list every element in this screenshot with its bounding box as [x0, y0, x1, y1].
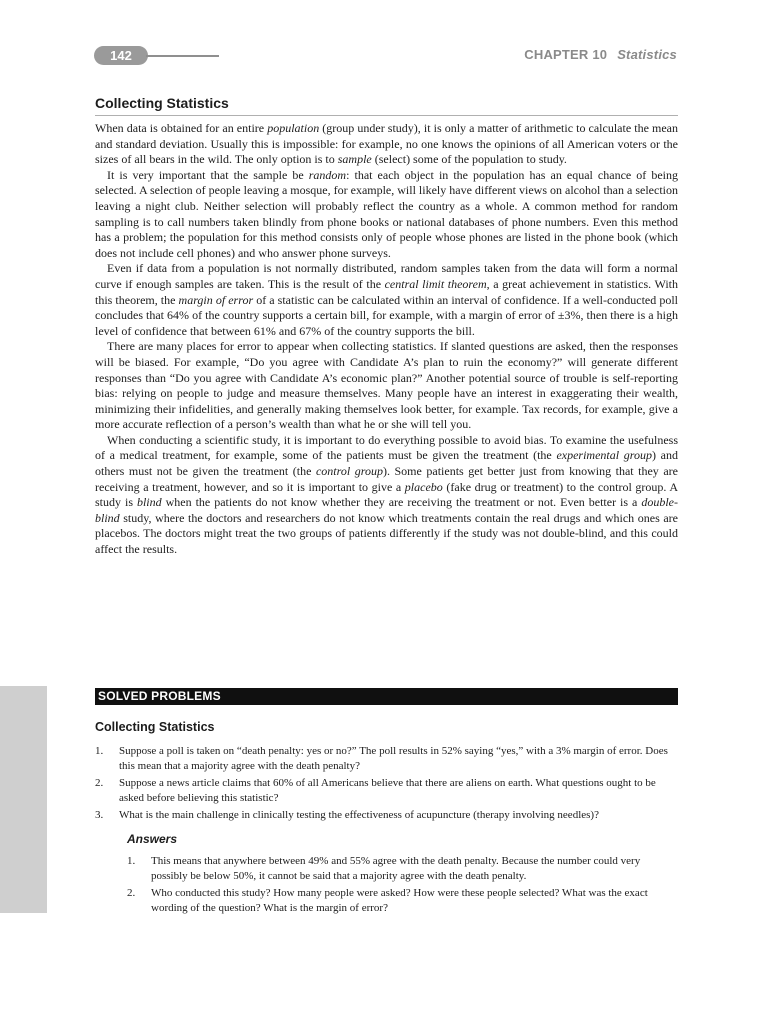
text-run: when the patients do not know whether they are receiving the treatment or not. Even better is a: [161, 495, 642, 510]
problems-subtitle: Collecting Statistics: [95, 720, 215, 734]
problem-item-text: What is the main challenge in clinically testing the effectiveness of acupuncture (therapy involving needles)?: [119, 809, 599, 821]
text-run: (fake drug or treatment) to the control group. A study is: [95, 479, 678, 510]
text-run: : that each object in the population has an equal chance of being selected. A selection of people leaving a mosque, for example, will likely have different views on alcohol than a selection leaving a night club. Neither selection will probably reflect the country as a whole. A common method for random sampling is to call numbers taken blindly from phone books or national databases of phone numbers. Even this method has a problem; the population for this method consists only of people whose phones are listed in the phone book (which does not include cell phones) and who answer phone surveys.: [95, 167, 678, 260]
answer-item: [127, 886, 678, 916]
problem-item-text: Suppose a news article claims that 60% of all Americans believe that there are aliens on earth. What questions ought to be asked before believing this statistic?: [119, 777, 656, 804]
problem-item-text: Suppose a poll is taken on “death penalty: yes or no?” The poll results in 52% saying “yes,” with a 3% margin of error. Does this mean that a majority agree with the death penalty?: [119, 745, 668, 772]
text-run: of a statistic can be calculated within an interval of confidence. If a well-conducted poll concludes that 64% of the country supports a certain bill, for example, with a margin of error of ±3%, then there is a high level of confidence that between 61% and 67% of the country supports the bill.: [95, 292, 678, 338]
emphasized-term: margin of error: [178, 292, 254, 307]
answer-item-number: 2.: [127, 887, 136, 899]
body-text: [95, 121, 678, 558]
problem-item: [95, 776, 678, 806]
answer-item-text: Who conducted this study? How many people were asked? How were these people selected? What was the exact wording of the question? What is the margin of error?: [151, 887, 648, 914]
chapter-label: CHAPTER 10: [524, 47, 608, 62]
emphasized-term: control group: [315, 464, 383, 479]
text-run: (group under study), it is only a matter of arithmetic to calculate the mean and standard deviation. Usually this is impossible: for example, no one knows the opinions of all American voters or the sizes of all bears in the wild. The only option is to: [95, 121, 678, 167]
text-run: (select) some of the population to study.: [371, 152, 567, 167]
answer-item: [127, 854, 678, 884]
chapter-title: Statistics: [617, 47, 677, 62]
emphasized-term: central limit theorem: [384, 276, 487, 291]
section-divider: [95, 115, 678, 116]
text-run: study, where the doctors and researchers do not know which treatments contain the real drugs and which ones are placebos. The doctors might treat the two groups of patients differently if the study was not double-blind, and this could affect the results.: [95, 510, 678, 557]
emphasized-term: blind: [136, 495, 162, 510]
text-run: ) and others must not be given the treatment (the: [95, 448, 679, 479]
answer-item-text: This means that anywhere between 49% and 55% agree with the death penalty. Because the number could very possibly be below 50%, it cannot be said that a majority agree with the death penalty.: [151, 855, 641, 882]
problem-item-number: 1.: [95, 745, 104, 757]
emphasized-term: experimental group: [556, 448, 652, 463]
problem-item: [95, 808, 678, 823]
problem-item-number: 3.: [95, 809, 104, 821]
emphasized-term: placebo: [404, 479, 443, 494]
emphasized-term: random: [308, 167, 347, 182]
header-rule: [146, 55, 219, 57]
answers-title: Answers: [127, 832, 178, 846]
body-paragraph: [95, 121, 678, 168]
answer-item-number: 1.: [127, 855, 136, 867]
page-number-badge: 142: [94, 46, 148, 65]
text-run: ). Some patients get better just from knowing that they are receiving a treatment, however, and so it is important to give a: [95, 464, 678, 494]
solved-problems-banner: SOLVED PROBLEMS: [95, 688, 678, 705]
text-run: When conducting a scientific study, it is important to do everything possible to avoid bias. To examine the usefulness of a medical treatment, for example, some of the patients must be given the treatment (the: [95, 432, 678, 463]
body-paragraph: [95, 339, 678, 433]
text-run: When data is obtained for an entire: [95, 121, 268, 135]
section-title: Collecting Statistics: [95, 95, 229, 111]
text-run: , a great achievement in statistics. With this theorem, the: [95, 276, 678, 307]
problem-item: [95, 744, 678, 774]
answer-list: [127, 854, 678, 918]
problem-list: [95, 744, 678, 825]
body-paragraph: [95, 261, 678, 339]
chapter-heading: [524, 47, 677, 62]
emphasized-term: sample: [337, 152, 372, 167]
text-run: There are many places for error to appear when collecting statistics. If slanted questions are asked, then the responses will be biased. For example, “Do you agree with Candidate A’s plan to ruin the economy?” will generate different responses than “Do you agree with Candidate A’s economic plan?” Another potential source of trouble is self-reporting bias: relying on people to judge and measure themselves. Many people have an interest in exaggerating their wealth, minimizing their infidelities, and generally making themselves look better, for example. Tax records, for example, give a more accurate reflection of a person’s wealth than what he or she will tell you.: [95, 339, 678, 432]
emphasized-term: population: [267, 121, 320, 135]
problem-item-number: 2.: [95, 777, 104, 789]
side-margin-bar: [0, 686, 47, 913]
text-run: Even if data from a population is not normally distributed, random samples taken from the data will form a normal curve if enough samples are taken. This is the result of the: [95, 261, 678, 291]
body-paragraph: [95, 433, 678, 558]
body-paragraph: [95, 168, 678, 262]
emphasized-term: double-blind: [95, 495, 678, 525]
text-run: It is very important that the sample be: [107, 167, 309, 182]
